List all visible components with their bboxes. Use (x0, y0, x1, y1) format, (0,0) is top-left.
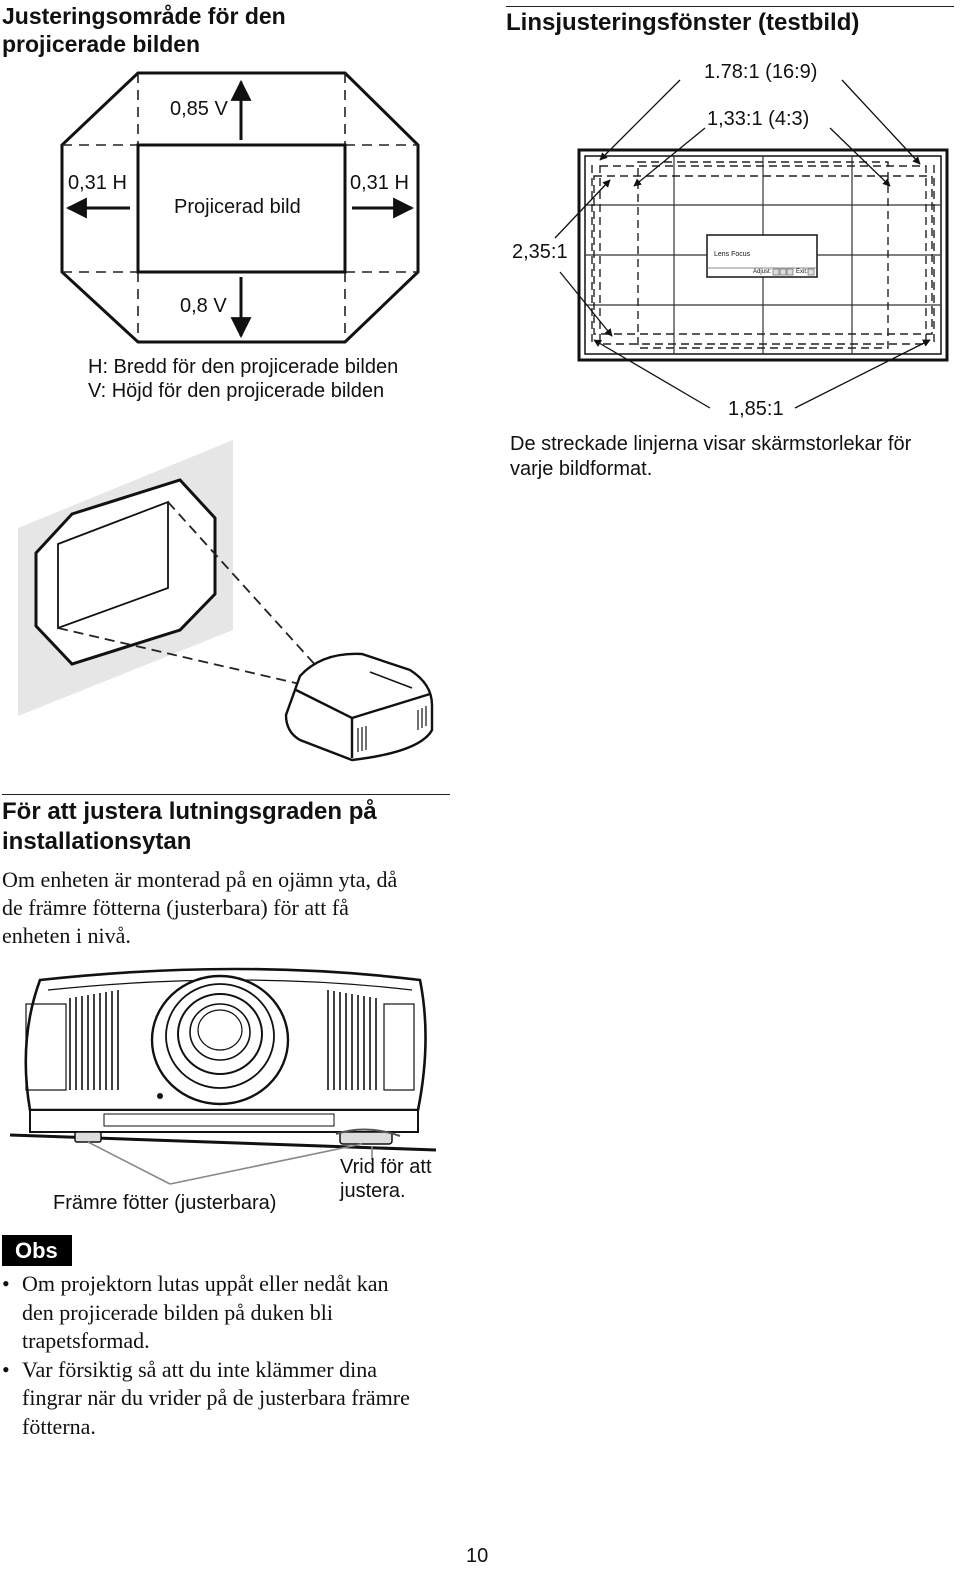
body-line: Om enheten är monterad på en ojämn yta, då (2, 867, 398, 892)
label-bottom-v: 0,8 V (180, 295, 227, 317)
page-number: 10 (466, 1545, 489, 1567)
note-line: Om projektorn lutas uppåt eller nedåt kan (22, 1271, 389, 1296)
caption-line: De streckade linjerna visar skärmstorlekar för (510, 433, 912, 455)
projector-side-view-icon (286, 654, 432, 760)
tilt-title-rule (2, 794, 450, 795)
title-line: Justeringsområde för den (2, 3, 286, 29)
legend-h: H: Bredd för den projicerade bilden (88, 356, 399, 378)
test-pattern-diagram (480, 40, 960, 430)
section-title-adjustment-range (2, 2, 286, 58)
section-title-test-pattern: Linsjusteringsfönster (testbild) (506, 9, 860, 36)
label-front-feet: Främre fötter (justerbara) (53, 1192, 277, 1214)
projection-illustration (0, 430, 480, 780)
tilt-body-text (2, 866, 397, 950)
caption-line: varje bildformat. (510, 458, 653, 480)
note-badge: Obs (2, 1235, 72, 1266)
bullet-icon: • (2, 1356, 10, 1382)
legend-v: V: Höjd för den projicerade bilden (88, 380, 385, 402)
label-ratio-185: 1,85:1 (728, 398, 784, 420)
twist-line: Vrid för att (340, 1156, 432, 1178)
title-rule (506, 6, 954, 7)
note-line: den projicerade bilden på duken bli (22, 1299, 333, 1325)
label-right-h: 0,31 H (350, 172, 409, 194)
feet-pointer-lines (88, 1142, 372, 1184)
osd-title: Lens Focus (714, 251, 751, 258)
label-ratio-235: 2,35:1 (512, 241, 568, 263)
osd-adjust-label: Adjust: (753, 269, 772, 275)
note-line: fingrar när du vrider på de justerbara främre (22, 1385, 410, 1410)
label-ratio-43: 1,33:1 (4:3) (707, 108, 810, 130)
label-projected-image: Projicerad bild (174, 196, 301, 218)
list-item (2, 1270, 410, 1356)
bullet-icon: • (2, 1271, 10, 1296)
lens-icon (152, 976, 288, 1104)
label-left-h: 0,31 H (68, 172, 127, 194)
body-line: de främre fötterna (justerbara) för att få (2, 895, 349, 920)
label-top-v: 0,85 V (170, 98, 228, 120)
body-line: enheten i nivå. (2, 923, 131, 948)
note-line: Var försiktig så att du inte klämmer dina (22, 1356, 377, 1382)
note-line: fötterna. (22, 1413, 96, 1439)
osd-exit-label: Exit: (796, 269, 808, 275)
label-twist (340, 1155, 432, 1203)
note-line: trapetsformad. (22, 1328, 150, 1353)
title-line: installationsytan (2, 828, 192, 855)
twist-line: justera. (340, 1180, 406, 1202)
label-ratio-169: 1.78:1 (16:9) (704, 61, 818, 83)
list-item (2, 1356, 410, 1442)
title-line: projicerade bilden (2, 31, 201, 57)
section-title-tilt (2, 797, 377, 857)
test-pattern-caption (510, 432, 911, 482)
title-line: För att justera lutningsgraden på (2, 798, 377, 825)
note-list (2, 1270, 410, 1441)
